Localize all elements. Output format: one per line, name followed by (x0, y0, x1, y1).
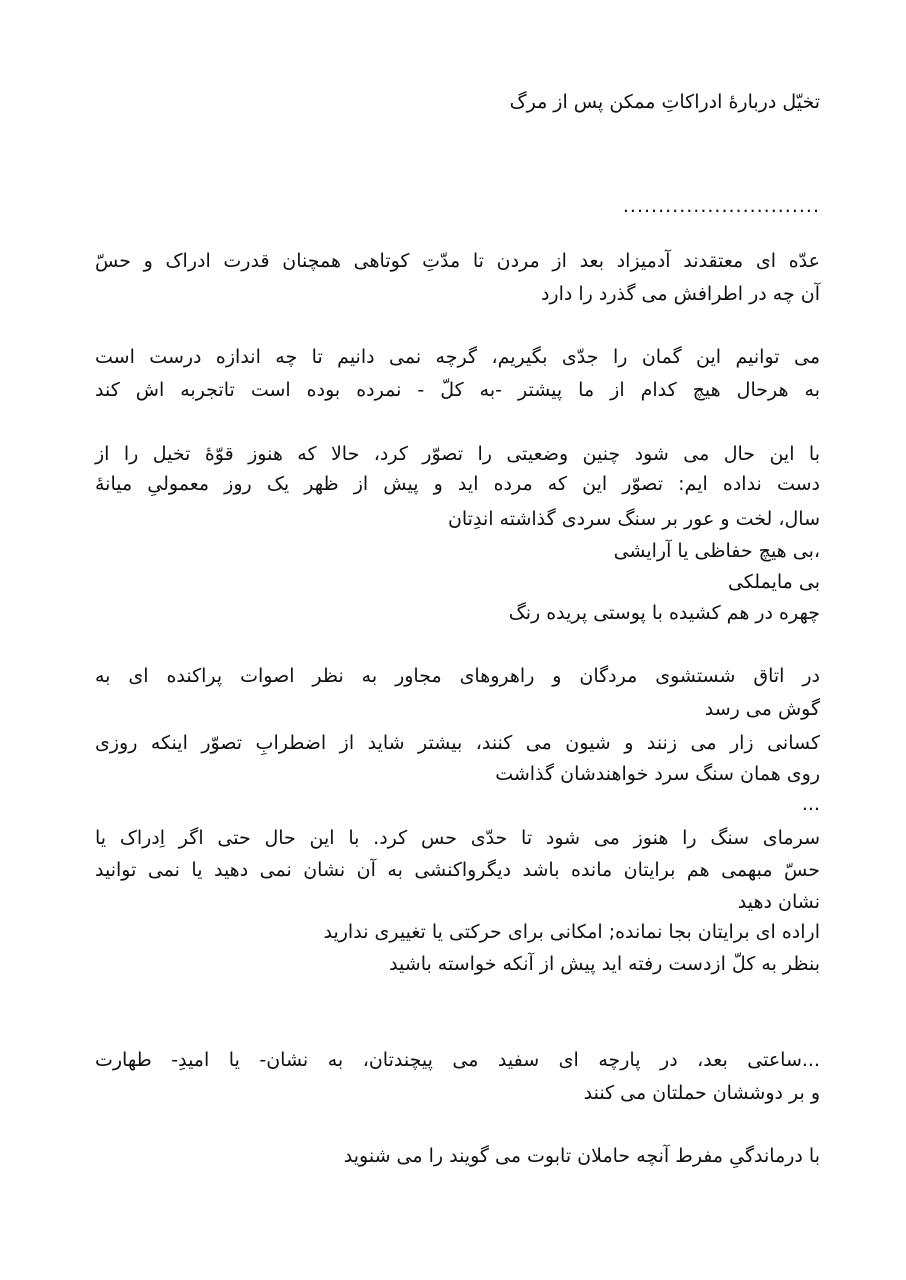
text-line: اراده ای برایتان بجا نمانده; امکانی برای حرکتی یا تغییری ندارید (323, 921, 820, 943)
text-line: بی مایملکی (727, 571, 820, 593)
text-line: کسانی زار می زنند و شیون می کنند، بیشتر شاید از اضطرابِ تصوّر اینکه روزی (95, 732, 820, 754)
text-line: بنظر به کلّ ازدست رفته اید پیش از آنکه خواسته باشید (389, 953, 820, 975)
ellipsis-line: ... (801, 793, 820, 815)
text-line: ...ساعتی بعد، در پارچه ای سفید می پیچندتان، به نشان- یا امیدِ- طهارت (95, 1049, 820, 1071)
text-line: گوش می رسد (704, 698, 820, 720)
text-line: نشان دهید (737, 891, 820, 913)
text-line: حسّ مبهمی هم برایتان مانده باشد دیگرواکنشی به آن نشان نمی دهید یا نمی توانید (95, 859, 820, 881)
text-line: روی همان سنگ سرد خواهندشان گذاشت (495, 763, 820, 785)
text-line: عدّه ای معتقدند آدمیزاد بعد از مردن تا مدّتِ کوتاهی همچنان قدرت ادراک و حسّ (95, 250, 820, 272)
text-line: و بر دوششان حملتان می کنند (583, 1082, 820, 1104)
text-line: چهره در هم کشیده با پوستی پریده رنگ (508, 602, 820, 624)
text-line: در اتاق شستشوی مردگان و راهروهای مجاور به نظر اصوات پراکنده ای به (95, 665, 820, 687)
text-line: با درماندگیِ مفرط آنچه حاملان تابوت می گویند را می شنوید (343, 1145, 820, 1167)
text-line: سال، لخت و عور بر سنگ سردی گذاشته اندِتان (447, 508, 820, 530)
text-line: دست نداده ایم: تصوّر این که مرده اید و پیش از ظهر یک روز معمولیِ میانهٔ (95, 473, 820, 495)
text-line: ،بی هیچ حفاظی یا آرایشی (613, 540, 820, 562)
text-line: آن چه در اطرافش می گذرد را دارد (540, 283, 820, 305)
text-line: سرمای سنگ را هنوز می شود تا حدّی حس کرد. با این حال حتی اگر اِدراک یا (95, 827, 820, 849)
text-line: به هرحال هیچ کدام از ما پیشتر -به کلّ - نمرده بوده است تاتجربه اش کند (95, 379, 820, 401)
separator-dots: ............................ (622, 195, 820, 217)
text-line: می توانیم این گمان را جدّی بگیریم، گرچه نمی دانیم تا چه اندازه درست است (95, 346, 820, 368)
document-title: تخیّل دربارهٔ ادراکاتِ ممکن پس از مرگ (509, 91, 820, 113)
text-line: با این حال می شود چنین وضعیتی را تصوّر کرد، حالا که هنوز قوّهٔ تخیل را از (95, 443, 820, 465)
